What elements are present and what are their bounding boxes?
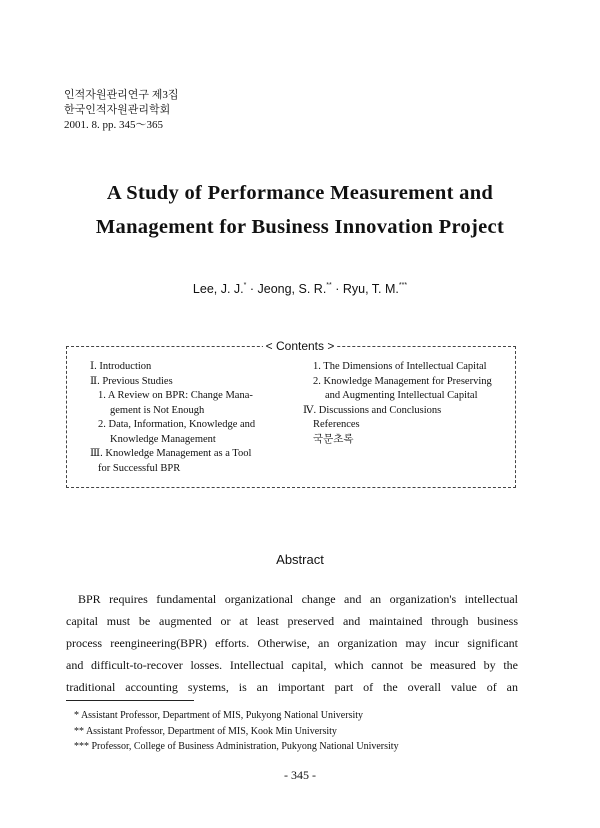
toc-item: gement is Not Enough: [110, 404, 205, 416]
footnote: ** Assistant Professor, Department of MIS, Kook Min University: [74, 725, 337, 737]
author-2: Jeong, S. R.: [257, 282, 327, 296]
author-separator: ·: [331, 282, 343, 296]
footnote-rule: [66, 700, 194, 701]
society-name: 한국인적자원관리학회: [64, 104, 171, 116]
toc-item: References: [313, 419, 360, 430]
author-separator: ·: [246, 282, 258, 296]
toc-item: 국문초록: [313, 433, 354, 445]
toc-item: 1. A Review on BPR: Change Mana-: [98, 390, 253, 401]
toc-item: 2. Data, Information, Knowledge and: [98, 419, 256, 430]
abstract-line: and difficult-to-recover losses. Intellectual capital, which cannot be measured by the: [66, 658, 518, 672]
toc-item: and Augmenting Intellectual Capital: [325, 390, 478, 401]
page-number: - 345 -: [284, 768, 316, 782]
toc-item: Ⅰ. Introduction: [90, 361, 152, 372]
journal-header: [64, 88, 179, 133]
author-3: Ryu, T. M.: [342, 282, 399, 296]
author-1: Lee, J. J.: [192, 282, 244, 296]
toc-item: Ⅲ. Knowledge Management as a Tool: [90, 448, 252, 459]
footnotes: [74, 708, 399, 755]
abstract-line: capital must be augmented or at least preserved and maintained through business: [66, 614, 518, 628]
contents-heading-text: < Contents >: [263, 339, 338, 353]
title-line-2: Management for Business Innovation Project: [95, 216, 505, 238]
title-line-1: A Study of Performance Measurement and: [106, 182, 494, 204]
author-1-mark: *: [243, 282, 247, 289]
author-3-mark: ***: [398, 282, 408, 289]
author-list: [0, 282, 600, 296]
footnote: *** Professor, College of Business Administration, Pukyong National University: [74, 741, 399, 752]
footnote: * Assistant Professor, Department of MIS, Pukyong National University: [74, 710, 364, 721]
paper-title: [0, 176, 600, 244]
contents-heading: [0, 339, 600, 353]
toc-item: for Successful BPR: [98, 462, 181, 474]
contents-right-column: [303, 360, 492, 447]
journal-name: 인적자원관리연구 제3집: [64, 89, 179, 101]
abstract-line: traditional accounting systems, is an important part of the overall value of an: [66, 680, 518, 694]
toc-item: 1. The Dimensions of Intellectual Capital: [313, 361, 487, 372]
toc-item: Ⅱ. Previous Studies: [90, 375, 173, 387]
abstract-line: process reengineering(BPR) efforts. Otherwise, an organization may incur significant: [66, 636, 518, 650]
author-2-mark: **: [326, 282, 332, 289]
contents-left-column: [90, 360, 255, 476]
toc-item: Knowledge Management: [110, 433, 216, 445]
abstract-heading: Abstract: [276, 552, 324, 567]
citation: 2001. 8. pp. 345～365: [64, 119, 163, 131]
toc-item: 2. Knowledge Management for Preserving: [313, 375, 492, 387]
toc-item: Ⅳ. Discussions and Conclusions: [303, 404, 442, 416]
abstract-line: BPR requires fundamental organizational change and an organization's intellectual: [78, 592, 518, 606]
